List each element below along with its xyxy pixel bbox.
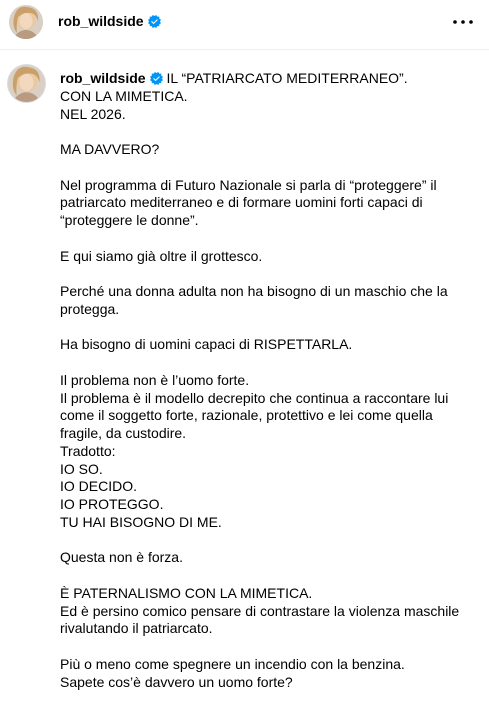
caption-line: protegga. [60,300,120,317]
caption-body [60,88,480,692]
caption-blank-line [60,319,480,337]
profile-photo-icon [9,5,43,39]
caption-blank-line [60,159,480,177]
caption-line: Sapete cos’è davvero un uomo forte? [60,673,293,690]
caption-line: NEL 2026. [60,105,126,122]
verified-badge-icon [148,15,161,28]
caption-blank-line [60,567,480,585]
verified-badge-icon [150,72,163,85]
caption-line: CON LA MIMETICA. [60,87,188,104]
header-username[interactable]: rob_wildside [58,12,161,30]
caption-line: Ha bisogno di uomini capaci di RISPETTARLA. [60,336,353,353]
caption-line: È PATERNALISMO CON LA MIMETICA. [60,584,313,601]
caption-line: TU HAI BISOGNO DI ME. [60,513,222,530]
caption-line: rivalutando il patriarcato. [60,620,213,637]
caption-line: E qui siamo già oltre il grottesco. [60,247,263,264]
caption-line: Nel programma di Futuro Nazionale si parla di “proteggere” il [60,176,437,193]
more-options-icon [451,12,475,32]
caption-blank-line [60,354,480,372]
caption-line: patriarcato mediterraneo e di formare uomini forti capaci di [60,194,423,211]
caption-line: Ed è persino comico pensare di contrastare la violenza maschile [60,602,460,619]
caption-line: come il soggetto forte, razionale, protettivo e lei come quella [60,407,433,424]
post-caption [60,70,480,691]
caption-blank-line [60,230,480,248]
caption-blank-line [60,638,480,656]
caption-text: IL “PATRIARCATO MEDITERRANEO”. [166,70,408,86]
caption-line: Questa non è forza. [60,549,183,566]
post-header [0,0,489,50]
caption-line: IO SO. [60,460,103,477]
caption-first-line [60,70,480,88]
caption-line: fragile, da custodire. [60,425,187,441]
caption-line: Il problema non è l’uomo forte. [60,371,250,388]
header-avatar[interactable] [9,5,43,39]
caption-username[interactable]: rob_wildside [60,70,146,86]
caption-line: Il problema è il modello decrepito che continua a raccontare lui [60,389,449,406]
more-options-button[interactable] [451,12,475,32]
profile-photo-icon [8,65,45,102]
caption-line: Perché una donna adulta non ha bisogno di un maschio che la [60,283,448,299]
caption-line: “proteggere le donne”. [60,212,199,228]
caption-line: IO PROTEGGO. [60,496,164,512]
caption-line: Tradotto: [60,442,116,459]
caption-line: IO DECIDO. [60,478,138,495]
caption-line: Più o meno come spegnere un incendio con la benzina. [60,655,405,672]
caption-blank-line [60,265,480,283]
caption-avatar[interactable] [8,65,45,102]
caption-line: MA DAVVERO? [60,141,160,157]
caption-blank-line [60,532,480,550]
caption-blank-line [60,123,480,141]
